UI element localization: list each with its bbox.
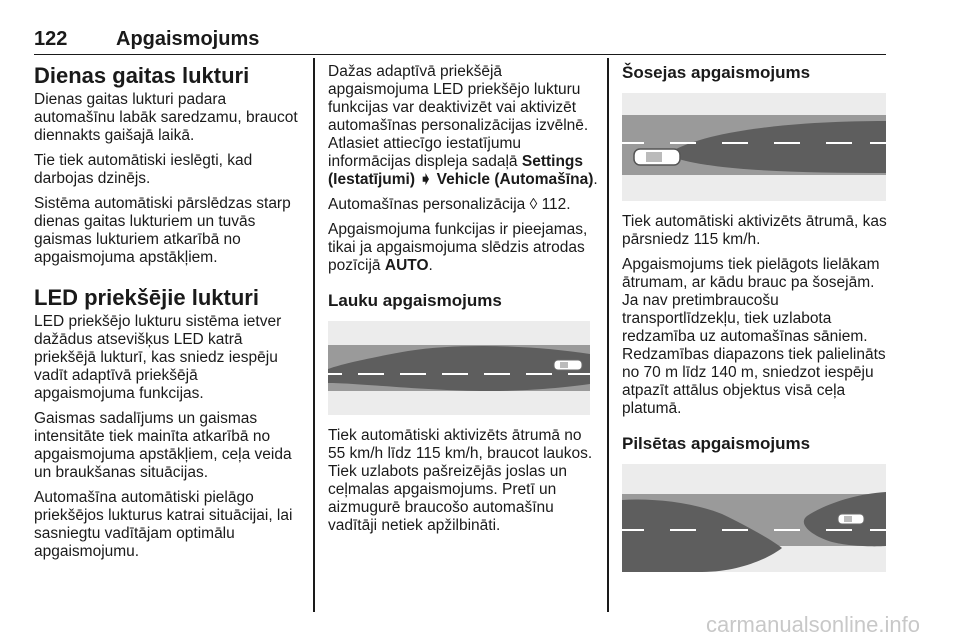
paragraph-settings: Dažas adaptīvā priekšējā apgaismojuma LED priekšējo lukturu funkcijas var deaktivizēt vai aktivizēt automašīnas personalizācijas izvēlnē. Atlasiet attiecīgo iestatījumu informācijas displeja sadaļā Settings (Iestatījumi) ➧ Vehicle (Automašīna). bbox=[328, 63, 598, 188]
page-header bbox=[34, 28, 886, 55]
arrow-icon: ➧ bbox=[414, 171, 437, 188]
column-divider bbox=[313, 58, 315, 612]
paragraph: Tiek automātiski aktivizēts ātrumā no 55 km/h līdz 115 km/h, braucot laukos. Tiek uzlabots pašreizējās joslas un ceļmalas apgaismojums. Pretī un aizmugurē braucošo automašīnu vadītāji netiek apžilbināti. bbox=[328, 427, 593, 534]
column-divider bbox=[607, 58, 609, 612]
town-light-illustration bbox=[622, 464, 886, 572]
heading-motorway-light: Šosejas apgaismojums bbox=[622, 63, 811, 82]
cross-reference: Automašīnas personalizācija ◊ 112. bbox=[328, 196, 571, 213]
paragraph: Tiek automātiski aktivizēts ātrumā, kas pārsniedz 115 km/h. bbox=[622, 213, 887, 248]
page-number: 122 bbox=[34, 28, 68, 50]
paragraph: Apgaismojums tiek pielāgots lielākam ātrumam, ar kādu brauc pa šosejām. Ja nav pretimbraucošu transportlīdzekļu, tiek uzlabota redzamība uz automašīnas sāniem. Redzamības diapazons tiek palielināts no 70 m līdz 140 m, sniedzot iespēju atpazīt attālus objektus visā ceļa platumā. bbox=[622, 256, 886, 417]
paragraph: Gaismas sadalījums un gaismas intensitāte tiek mainīta atkarībā no apgaismojuma apstākļiem, ceļa veida un braukšanas situācijas. bbox=[34, 410, 292, 481]
heading-country-light: Lauku apgaismojums bbox=[328, 291, 502, 310]
paragraph: Sistēma automātiski pārslēdzas starp dienas gaitas lukturiem un tuvās gaismas lukturiem atkarībā no apgaismojuma apstākļiem. bbox=[34, 195, 291, 266]
paragraph: Tie tiek automātiski ieslēgti, kad darbojas dzinējs. bbox=[34, 152, 253, 187]
country-light-illustration bbox=[328, 321, 590, 415]
chapter-title: Apgaismojums bbox=[116, 28, 260, 50]
watermark: carmanualsonline.info bbox=[705, 612, 920, 637]
paragraph: Dienas gaitas lukturi padara automašīnu labāk saredzamu, braucot diennakts gaišajā laikā. bbox=[34, 91, 298, 144]
heading-town-light: Pilsētas apgaismojums bbox=[622, 434, 811, 453]
column-1 bbox=[34, 63, 302, 568]
column-3 bbox=[622, 63, 890, 584]
heading-led-headlights: LED priekšējie lukturi bbox=[34, 285, 259, 310]
heading-daytime-running-lights: Dienas gaitas lukturi bbox=[34, 63, 250, 88]
paragraph: LED priekšējo lukturu sistēma ietver dažādus atsevišķus LED katrā priekšējā lukturī, kas sniedz iespēju vadīt adaptīvā priekšējā apgaismojuma funkcijas. bbox=[34, 313, 282, 402]
column-2 bbox=[328, 63, 598, 542]
paragraph: Automašīna automātiski pielāgo priekšējos lukturus katrai situācijai, lai sasniegtu vadītājam optimālu apgaismojumu. bbox=[34, 489, 293, 560]
auto-label: AUTO bbox=[384, 257, 429, 274]
motorway-light-illustration bbox=[622, 93, 886, 201]
settings-label: Settings (Iestatījumi) bbox=[328, 153, 584, 188]
vehicle-label: Vehicle (Automašīna) bbox=[436, 171, 594, 188]
paragraph-auto: Apgaismojuma funkcijas ir pieejamas, tikai ja apgaismojuma slēdzis atrodas pozīcijā AUTO. bbox=[328, 221, 588, 274]
